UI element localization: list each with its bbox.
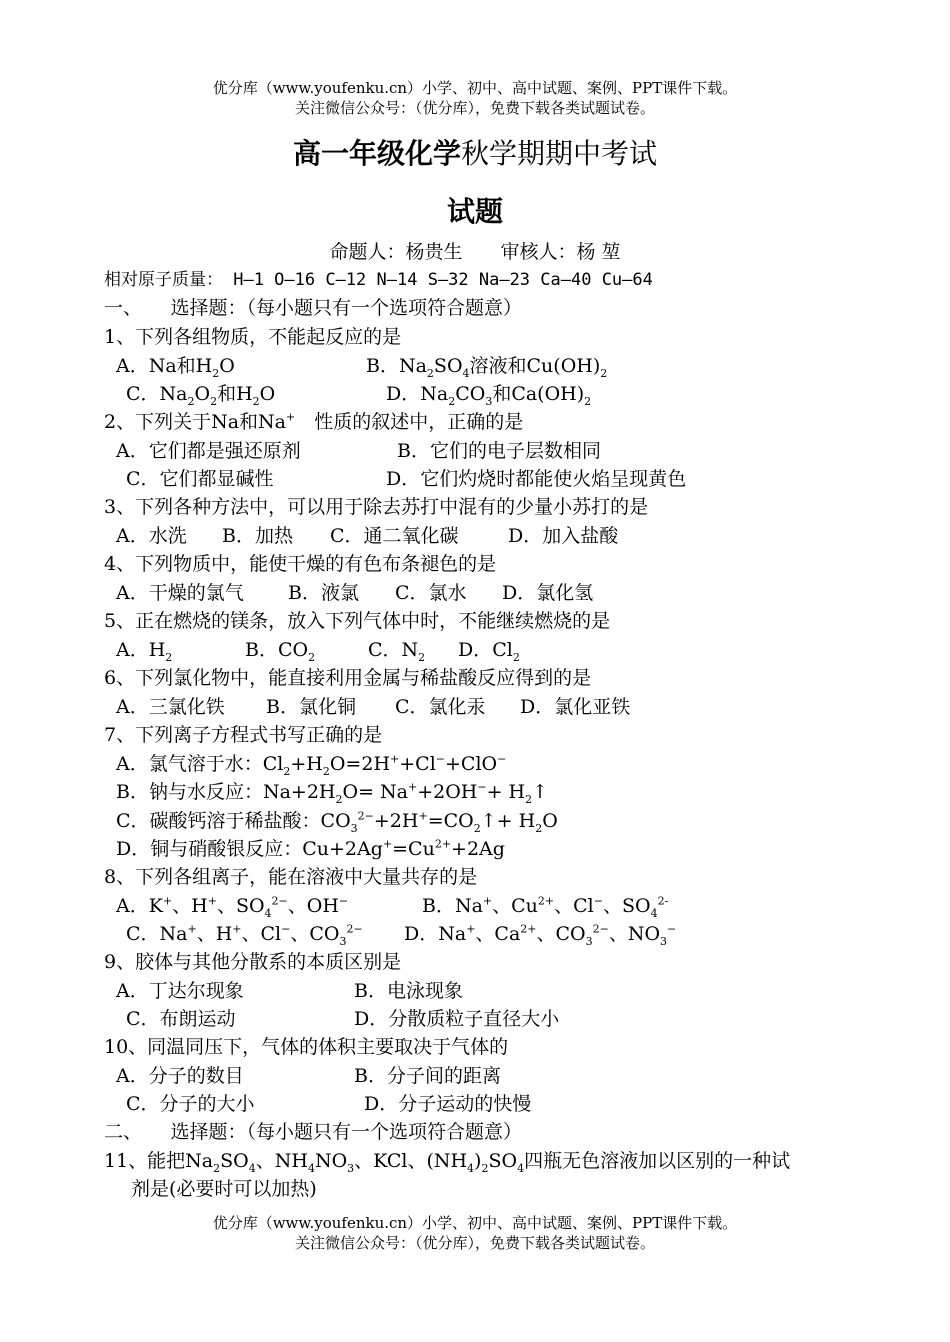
header-line-1: 优分库（www.youfenku.cn）小学、初中、高中试题、案例、PPT课件下载。 — [212, 79, 738, 97]
footer-line-2: 关注微信公众号：（优分库），免费下载各类试题试卷。 — [294, 1234, 655, 1252]
q2-stem: 2、下列关于Na和Na+ 性质的叙述中，正确的是 — [104, 410, 524, 433]
q10-option-a: A．分子的数目 — [116, 1065, 244, 1087]
section-1-heading: 一、 选择题：（每小题只有一个选项符合题意） — [104, 297, 523, 319]
q6-stem: 6、下列氯化物中，能直接利用金属与稀盐酸反应得到的是 — [104, 667, 592, 689]
q4-option-b: B．液氯 — [288, 582, 359, 604]
q2-option-c: C．它们都显碱性 — [126, 468, 274, 490]
q7-option-b: B．钠与水反应：$Na+2H_2O= Na^++2OH^-+$ $H_2↑$ — [116, 780, 549, 806]
q1-option-b: B．$Na_2SO_4$溶液和$Cu(OH)_2$ — [366, 355, 608, 380]
q11-stem: 11、能把$Na_2SO_4$、$NH_4NO_3$、KCl、$(NH_4)_2SO_4$四瓶无色溶液加以区别的一种试 — [104, 1150, 791, 1175]
q9-option-b: B．电泳现象 — [354, 980, 463, 1002]
q1-option-a: A．Na和$H_2O$ — [116, 355, 235, 380]
q11-stem-line2: 剂是(必要时可以加热) — [131, 1178, 317, 1200]
q9-option-d: D．分散质粒子直径大小 — [354, 1008, 560, 1030]
page-subtitle: 试题 — [446, 195, 503, 228]
q9-option-a: A．丁达尔现象 — [116, 980, 244, 1002]
q7-option-d: D．铜与硝酸银反应：$Cu+2Ag^+=Cu^{2+}+2Ag$ — [116, 837, 505, 860]
q10-option-c: C．分子的大小 — [126, 1093, 255, 1115]
q1-option-d: D．$Na_2CO_3$和$Ca(OH)_2$ — [386, 383, 592, 408]
title-rest: 秋学期期中考试 — [461, 137, 658, 170]
q4-stem: 4、下列物质中，能使干燥的有色布条褪色的是 — [104, 553, 497, 575]
q7-option-c: C．碳酸钙溶于稀盐酸：$CO_3^{2-}+2H^+=CO_2↑+ H_2O$ — [116, 809, 558, 835]
q8-stem: 8、下列各组离子，能在溶液中大量共存的是 — [104, 866, 478, 888]
q9-option-c: C．布朗运动 — [126, 1008, 236, 1030]
q9-stem: 9、胶体与其他分散系的本质区别是 — [104, 951, 402, 973]
q8-option-a: A．K+、H+、$SO_4^{2-}$、OH− — [116, 894, 349, 920]
section-2-heading: 二、 选择题：（每小题只有一个选项符合题意） — [104, 1121, 523, 1143]
q7-option-a-label: A．氯气溶于水： — [116, 753, 263, 775]
q5-option-d: D．$Cl_2$ — [458, 639, 520, 664]
q6-option-b: B．氯化铜 — [266, 696, 356, 718]
q2-option-b: B．它们的电子层数相同 — [397, 440, 601, 462]
header-line-2: 关注微信公众号：（优分库），免费下载各类试题试卷。 — [294, 99, 655, 117]
q4-option-c: C．氯水 — [395, 582, 467, 604]
q2-stem-b: 性质的叙述中，正确的是 — [295, 411, 524, 433]
q7-stem: 7、下列离子方程式书写正确的是 — [104, 724, 383, 746]
q5-stem: 5、正在燃烧的镁条，放入下列气体中时，不能继续燃烧的是 — [104, 610, 611, 632]
q5-option-a: A．$H_2$ — [116, 639, 173, 664]
q6-option-a: A．三氯化铁 — [116, 696, 225, 718]
q6-option-c: C．氯化汞 — [395, 696, 486, 718]
q10-option-b: B．分子间的距离 — [354, 1065, 501, 1087]
q3-option-c: C．通二氧化碳 — [330, 525, 459, 547]
q5-option-b: B．$CO_2$ — [245, 639, 316, 664]
q7-option-c-label: C．碳酸钙溶于稀盐酸： — [116, 810, 321, 832]
q5-option-c: C．$N_2$ — [368, 639, 426, 664]
q3-stem: 3、下列各种方法中，可以用于除去苏打中混有的少量小苏打的是 — [104, 496, 649, 518]
q4-option-d: D．氯化氢 — [502, 582, 594, 604]
q6-option-d: D．氯化亚铁 — [520, 696, 631, 718]
q10-stem: 10、同温同压下，气体的体积主要取决于气体的 — [104, 1036, 509, 1058]
q10-option-d: D．分子运动的快慢 — [364, 1093, 532, 1115]
q2-option-a: A．它们都是强还原剂 — [116, 440, 301, 462]
q8-option-c: C．Na+、H+、Cl−、$CO_3^{2-}$ — [126, 922, 363, 948]
q2-stem-a: 2、下列关于Na和Na — [104, 411, 286, 433]
q8-option-d: D．Na+、$Ca^{2+}$、$CO_3^{2-}$、$NO_3^-$ — [404, 922, 677, 948]
q8-option-b: B．Na+、$Cu^{2+}$、Cl−、$SO_4^{2-}$ — [422, 894, 669, 920]
q3-option-d: D．加入盐酸 — [508, 525, 619, 547]
q4-option-a: A．干燥的氯气 — [116, 582, 244, 604]
q3-option-b: B．加热 — [222, 525, 293, 547]
q7-option-a: A．氯气溶于水：$Cl_2+H_2O=2H^++Cl^-+ClO^-$ — [116, 752, 507, 778]
q2-option-d: D．它们灼烧时都能使火焰呈现黄色 — [386, 468, 687, 490]
q11-stem-end: 四瓶无色溶液加以区别的一种试 — [524, 1150, 791, 1172]
authors: 命题人：杨贵生 审核人：杨 堃 — [329, 241, 621, 263]
atomic-mass: 相对原子质量： H—1 O—16 C—12 N—14 S—32 Na—23 Ca—40 Cu—64 — [104, 270, 653, 290]
q1-option-c: C．$Na_2O_2$和$H_2O$ — [126, 383, 276, 408]
footer-line-1: 优分库（www.youfenku.cn）小学、初中、高中试题、案例、PPT课件下载。 — [212, 1214, 738, 1232]
q7-option-d-label: D．铜与硝酸银反应： — [116, 838, 303, 860]
q7-option-b-label: B．钠与水反应： — [116, 781, 263, 803]
q1-stem: 1、下列各组物质，不能起反应的是 — [104, 326, 402, 348]
title-bold-part: 高一年级化学 — [292, 137, 461, 170]
page-title — [0, 137, 950, 171]
q3-option-a: A．水洗 — [116, 525, 187, 547]
